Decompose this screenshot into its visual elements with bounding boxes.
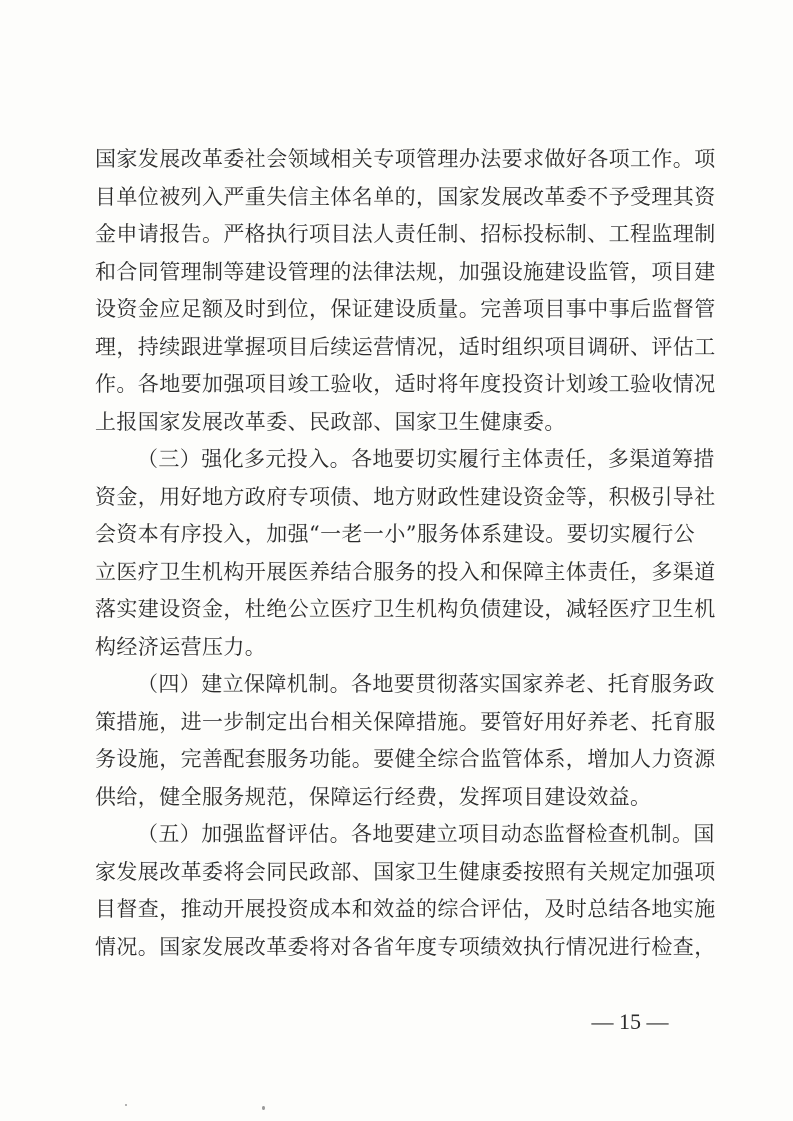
- section-heading-line: （三）强化多元投入。各地要切实履行主体责任，多渠道筹措: [137, 447, 715, 471]
- text-line: 务设施，完善配套服务功能。要健全综合监管体系，增加人力资源: [95, 747, 716, 771]
- text-line: 构经济运营压力。: [95, 634, 267, 659]
- body-text: [95, 141, 716, 966]
- text-line: 情况。国家发展改革委将对各省年度专项绩效执行情况进行检查，: [95, 934, 716, 959]
- section-heading-line: （四）建立保障机制。各地要贯彻落实国家养老、托育服务政: [137, 672, 715, 696]
- text-line: 目单位被列入严重失信主体名单的，国家发展改革委不予受理其资: [95, 184, 716, 209]
- text-line: 作。各地要加强项目竣工验收，适时将年度投资计划竣工验收情况: [95, 372, 716, 396]
- text-line: 家发展改革委将会同民政部、国家卫生健康委按照有关规定加强项: [95, 859, 716, 884]
- page-number: — 15 —: [591, 1009, 669, 1034]
- text-line: 金申请报告。严格执行项目法人责任制、招标投标制、工程监理制: [95, 222, 716, 246]
- text-line: 供给，健全服务规范，保障运行经费，发挥项目建设效益。: [95, 784, 652, 809]
- text-line: 资金，用好地方政府专项债、地方财政性建设资金等，积极引导社: [95, 484, 716, 509]
- text-line: 会资本有序投入，加强“一老一小”服务体系建设。要切实履行公: [95, 522, 696, 546]
- section-heading-line: （五）加强监督评估。各地要建立项目动态监督检查机制。国: [137, 822, 715, 846]
- scan-speck: [125, 1104, 127, 1106]
- text-line: 目督查，推动开展投资成本和效益的综合评估，及时总结各地实施: [95, 897, 716, 921]
- text-line: 设资金应足额及时到位，保证建设质量。完善项目事中事后监督管: [95, 297, 716, 321]
- text-line: 立医疗卫生机构开展医养结合服务的投入和保障主体责任，多渠道: [95, 559, 716, 584]
- text-line: 上报国家发展改革委、民政部、国家卫生健康委。: [95, 409, 566, 434]
- text-line: 策措施，进一步制定出台相关保障措施。要管好用好养老、托育服: [95, 709, 716, 734]
- text-line: 理，持续跟进掌握项目后续运营情况，适时组织项目调研、评估工: [95, 334, 716, 359]
- text-line: 落实建设资金，杜绝公立医疗卫生机构负债建设，减轻医疗卫生机: [95, 597, 716, 621]
- text-line: 国家发展改革委社会领域相关专项管理办法要求做好各项工作。项: [95, 147, 716, 171]
- text-line: 和合同管理制等建设管理的法律法规，加强设施建设监管，项目建: [95, 259, 716, 284]
- scan-speck: [262, 1106, 265, 1110]
